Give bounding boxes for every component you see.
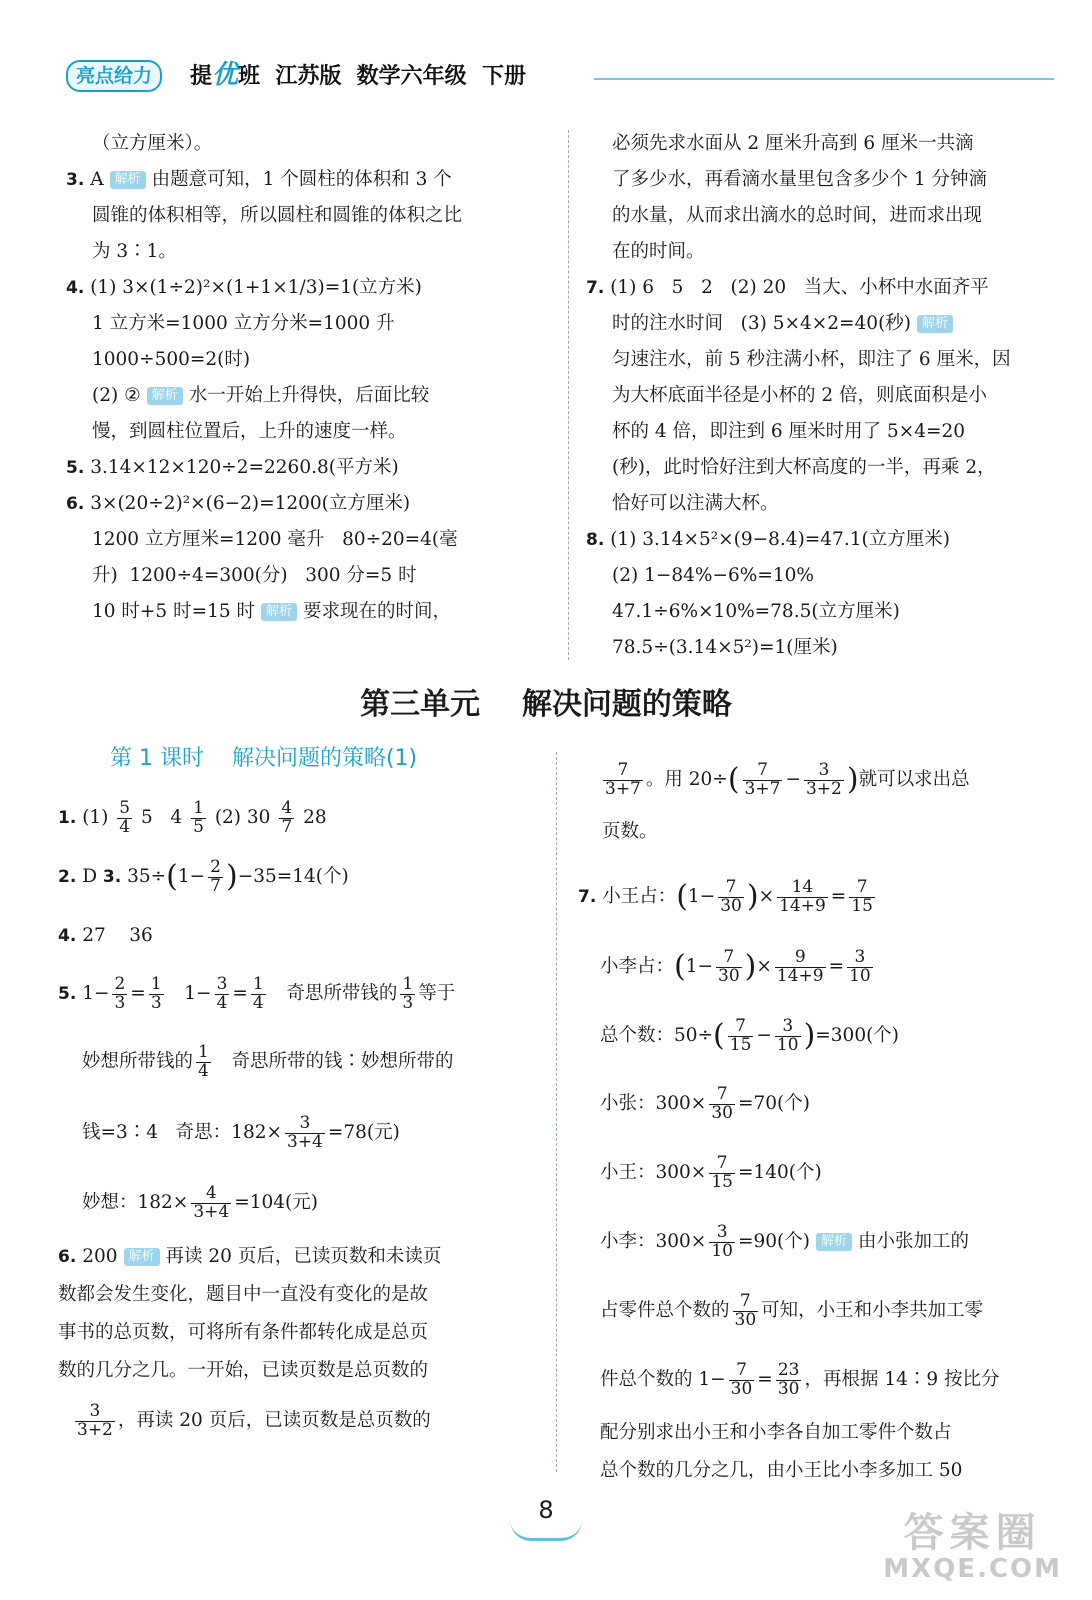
fraction: $\frac{7}{30}$ [720, 876, 742, 916]
answer-7-total: 总个数：50÷( $\frac{7}{15}$ − $\frac{3}{10}$ )=300(个) [600, 1015, 900, 1055]
bottom-right-column [578, 748, 1064, 1490]
watermark: 答案圈 MXQE.COM [883, 1510, 1062, 1585]
answer-text: 杯的 4 倍，即注到 6 厘米时用了 5×4=20 [612, 421, 966, 442]
answer-line [66, 486, 546, 522]
fraction: $\frac{3}{10}$ [776, 1015, 799, 1055]
answer-text: 事书的总页数，可将所有条件都转化成是总页 [58, 1322, 429, 1343]
fraction: $\frac{1}{4}$ [198, 1041, 209, 1081]
analysis-tag: 解析 [124, 1248, 160, 1266]
answer-line [586, 306, 1066, 342]
fraction: $\frac{7}{30}$ [711, 1083, 733, 1123]
question-number: 5. [66, 458, 85, 478]
answer-line [586, 630, 1066, 666]
answer-text: 圆锥的体积相等，所以圆柱和圆锥的体积之比 [92, 205, 463, 226]
answer-text: (1) 3.14×5²×(9−8.4)=47.1(立方厘米) [610, 529, 950, 550]
fraction: $\frac{2}{3}$ [114, 973, 126, 1013]
fraction: $\frac{9}{14+9}$ [776, 946, 824, 986]
answer-text: 的水量，从而求出滴水的总时间，进而求出现 [612, 205, 983, 226]
answer-text: 恰好可以注满大杯。 [612, 493, 779, 514]
analysis-text: 水一开始上升得快，后面比较 [188, 385, 430, 406]
answer-text: 10 时+5 时=15 时 [92, 601, 255, 622]
answer-line [586, 378, 1066, 414]
answer-line [66, 306, 546, 342]
answer-line [66, 126, 546, 162]
answer-line [586, 594, 1066, 630]
answer-line [66, 594, 546, 630]
answer-text: 47.1÷6%×10%=78.5(立方厘米) [612, 601, 900, 622]
answer-line [66, 234, 546, 270]
answer-line [586, 198, 1066, 234]
answer-text: 时的注水时间 (3) 5×4×2=40(秒) [612, 313, 912, 334]
answer-text: 了多少水，再看滴水量里包含多少个 1 分钟滴 [612, 169, 988, 190]
answer-text: 数都会发生变化，题目中一直没有变化的是故 [58, 1284, 429, 1305]
answer-text: 慢，到圆柱位置后，上升的速度一样。 [92, 421, 407, 442]
fraction: $\frac{14}{14+9}$ [779, 876, 826, 916]
fraction: $\frac{2}{7}$ [210, 856, 221, 896]
answer-6-continued-2: 页数。 [602, 821, 658, 842]
answer-line [586, 450, 1066, 486]
answer-text: A [90, 169, 104, 190]
fraction: $\frac{3}{3+2}$ [77, 1400, 113, 1440]
question-number: 6. [58, 1247, 77, 1267]
analysis-tag: 解析 [110, 171, 146, 189]
analysis-tag: 解析 [917, 315, 953, 333]
answer-line [58, 1314, 538, 1352]
answer-text: 1200 立方厘米=1200 毫升 80÷20=4(毫 [92, 529, 458, 550]
answer-line [586, 270, 1066, 306]
fraction: $\frac{5}{4}$ [119, 797, 131, 837]
answer-7-wang-2: 小王：300× $\frac{7}{15}$ =140(个) [600, 1152, 822, 1192]
page-number-decoration [510, 1520, 582, 1541]
fraction: $\frac{1}{3}$ [402, 973, 414, 1013]
answer-6-last-line: $\frac{3}{3+2}$ ，再读 20 页后，已读页数是总页数的 [77, 1400, 431, 1440]
fraction: $\frac{7}{15}$ [711, 1152, 733, 1192]
answer-text: 在的时间。 [612, 241, 705, 262]
answer-line [66, 162, 546, 198]
answer-line [586, 234, 1066, 270]
answer-text: 1000÷500=2(时) [92, 349, 251, 370]
answer-text: 升) 1200÷4=300(分) 300 分=5 时 [92, 565, 417, 586]
answer-7-li-2: 小李：300× $\frac{3}{10}$ =90(个) 解析 由小张加工的 [600, 1221, 969, 1261]
analysis-tag: 解析 [261, 603, 297, 621]
answer-line [58, 1276, 538, 1314]
fraction: $\frac{1}{3}$ [150, 973, 162, 1013]
answer-line [66, 270, 546, 306]
answer-text: 3.14×12×120÷2=2260.8(平方米) [90, 457, 399, 478]
analysis-text: 由题意可知，1 个圆柱的体积和 3 个 [151, 169, 452, 190]
unit-title: 第三单元 解决问题的策略 [360, 687, 732, 722]
answer-text: (2) 1−84%−6%=10% [612, 565, 814, 586]
answer-6 [58, 1238, 538, 1390]
fraction: $\frac{7}{3+7}$ [744, 759, 781, 799]
answer-7-zhang: 小张：300× $\frac{7}{30}$ =70(个) [600, 1083, 810, 1123]
answer-line [66, 450, 546, 486]
answer-line [586, 126, 1066, 162]
answer-text: 200 [82, 1246, 118, 1267]
answer-7-wang: 7. 小王占：(1− $\frac{7}{30}$ )× $\frac{14}{14+9}$ = $\frac{7}{15}$ [578, 876, 873, 916]
question-number: 8. [586, 530, 605, 550]
lesson-title: 第 1 课时 解决问题的策略(1) [110, 746, 418, 771]
fraction: $\frac{7}{30}$ [718, 946, 740, 986]
answer-text: 为大杯底面半径是小杯的 2 倍，则底面积是小 [612, 385, 988, 406]
answer-line [586, 486, 1066, 522]
answer-2-3: 2. D 3. 35÷(1− $\frac{2}{7}$ )−35=14(个) [58, 856, 349, 896]
answer-line [66, 378, 546, 414]
answer-text: (1) 3×(1÷2)²×(1+1×1/3)=1(立方米) [90, 277, 422, 298]
question-number: 7. [586, 278, 605, 298]
analysis-text: 再读 20 页后，已读页数和未读页 [165, 1246, 442, 1267]
question-number: 3. [66, 170, 85, 190]
fraction: $\frac{4}{3+4}$ [193, 1182, 230, 1222]
answer-text: (1) 6 5 2 (2) 20 当大、小杯中水面齐平 [610, 277, 989, 298]
answer-text: 78.5÷(3.14×5²)=1(厘米) [612, 637, 838, 658]
answer-5-line-3: 钱=3∶4 奇思：182× $\frac{3}{3+4}$ =78(元) [82, 1112, 400, 1152]
fraction: $\frac{3}{10}$ [711, 1221, 733, 1261]
answer-text: 1 立方米=1000 立方分米=1000 升 [92, 313, 395, 334]
fraction: $\frac{7}{15}$ [851, 876, 873, 916]
answer-text: 数的几分之几。一开始，已读页数是总页数的 [58, 1360, 429, 1381]
answer-text: (秒)，此时恰好注到大杯高度的一半，再乘 2， [612, 457, 996, 478]
top-right-column [586, 126, 1066, 666]
answer-text: 为 3∶1。 [92, 241, 177, 262]
fraction: $\frac{7}{3+7}$ [605, 759, 641, 799]
page-number: 8 [538, 1496, 554, 1524]
header-divider [594, 78, 1054, 80]
analysis-tag: 解析 [147, 387, 183, 405]
fraction: $\frac{3}{3+2}$ [805, 759, 842, 799]
fraction: $\frac{3}{4}$ [216, 973, 228, 1013]
answer-line [66, 198, 546, 234]
answer-line [58, 1238, 538, 1276]
answer-6-continued: $\frac{7}{3+7}$ 。用 20÷( $\frac{7}{3+7}$ − $\frac{3}{3+2}$ )就可以求出总 [605, 759, 970, 799]
answer-5: 5. 1− $\frac{2}{3}$ = $\frac{1}{3}$ 1− $\frac{3}{4}$ = $\frac{1}{4}$ 奇思所带钱的 $\frac{1}{3}$ 等于 [58, 973, 456, 1013]
bottom-left-column [58, 792, 538, 1452]
answer-line [586, 162, 1066, 198]
header-title: 提优班 江苏版 数学六年级 下册 [190, 60, 526, 90]
answer-line [586, 414, 1066, 450]
answer-5-line-2: 妙想所带钱的 $\frac{1}{4}$ 奇思所带的钱∶妙想所带的 [82, 1041, 454, 1081]
answer-line [66, 342, 546, 378]
fraction: $\frac{1}{5}$ [193, 797, 204, 837]
fraction: $\frac{3}{3+4}$ [287, 1112, 323, 1152]
top-left-column [66, 126, 546, 630]
answer-line [66, 522, 546, 558]
fraction: $\frac{3}{10}$ [849, 946, 871, 986]
explanation-line-4: 总个数的几分之几，由小王比小李多加工 50 [600, 1460, 963, 1481]
answer-line [66, 558, 546, 594]
question-number: 6. [66, 494, 85, 514]
answer-text: 3×(20÷2)²×(6−2)=1200(立方厘米) [90, 493, 411, 514]
explanation-line-1: 占零件总个数的 $\frac{7}{30}$ 可知，小王和小李共加工零 [600, 1290, 984, 1330]
fraction: $\frac{1}{4}$ [252, 973, 264, 1013]
answer-line [66, 414, 546, 450]
answer-line [586, 522, 1066, 558]
fraction: $\frac{4}{7}$ [281, 797, 293, 837]
answer-7-li: 小李占：(1− $\frac{7}{30}$ )× $\frac{9}{14+9}$ = $\frac{3}{10}$ [600, 946, 871, 986]
fraction: $\frac{7}{30}$ [730, 1359, 753, 1399]
analysis-text: 要求现在的时间， [303, 601, 452, 622]
fraction: $\frac{23}{30}$ [777, 1359, 800, 1399]
page-header [66, 56, 1056, 96]
answer-1: 1. (1) $\frac{5}{4}$ 5 4 $\frac{1}{5}$ (2) 30 $\frac{4}{7}$ 28 [58, 797, 327, 837]
fraction: $\frac{7}{15}$ [729, 1015, 752, 1055]
answer-line [586, 342, 1066, 378]
answer-line [586, 558, 1066, 594]
explanation-line-3: 配分别求出小王和小李各自加工零件个数占 [600, 1422, 952, 1443]
answer-text: 匀速注水，前 5 秒注满小杯，即注了 6 厘米，因 [612, 349, 1011, 370]
answer-line [58, 1352, 538, 1390]
analysis-tag: 解析 [816, 1233, 852, 1251]
brand-logo: 亮点给力 [66, 60, 162, 92]
column-divider [568, 130, 569, 660]
fraction: $\frac{7}{30}$ [734, 1290, 757, 1330]
answer-text: (2) ② [92, 385, 141, 406]
answer-text: 必须先求水面从 2 厘米升高到 6 厘米一共滴 [612, 133, 974, 154]
answer-4: 4. 27 36 [58, 925, 153, 946]
question-number: 4. [66, 278, 85, 298]
column-divider [556, 752, 557, 1472]
explanation-line-2: 件总个数的 1− $\frac{7}{30}$ = $\frac{23}{30}$ ，再根据 14∶9 按比分 [600, 1359, 1000, 1399]
answer-5-line-4: 妙想：182× $\frac{4}{3+4}$ =104(元) [82, 1182, 318, 1222]
answer-text: （立方厘米）。 [92, 133, 213, 154]
